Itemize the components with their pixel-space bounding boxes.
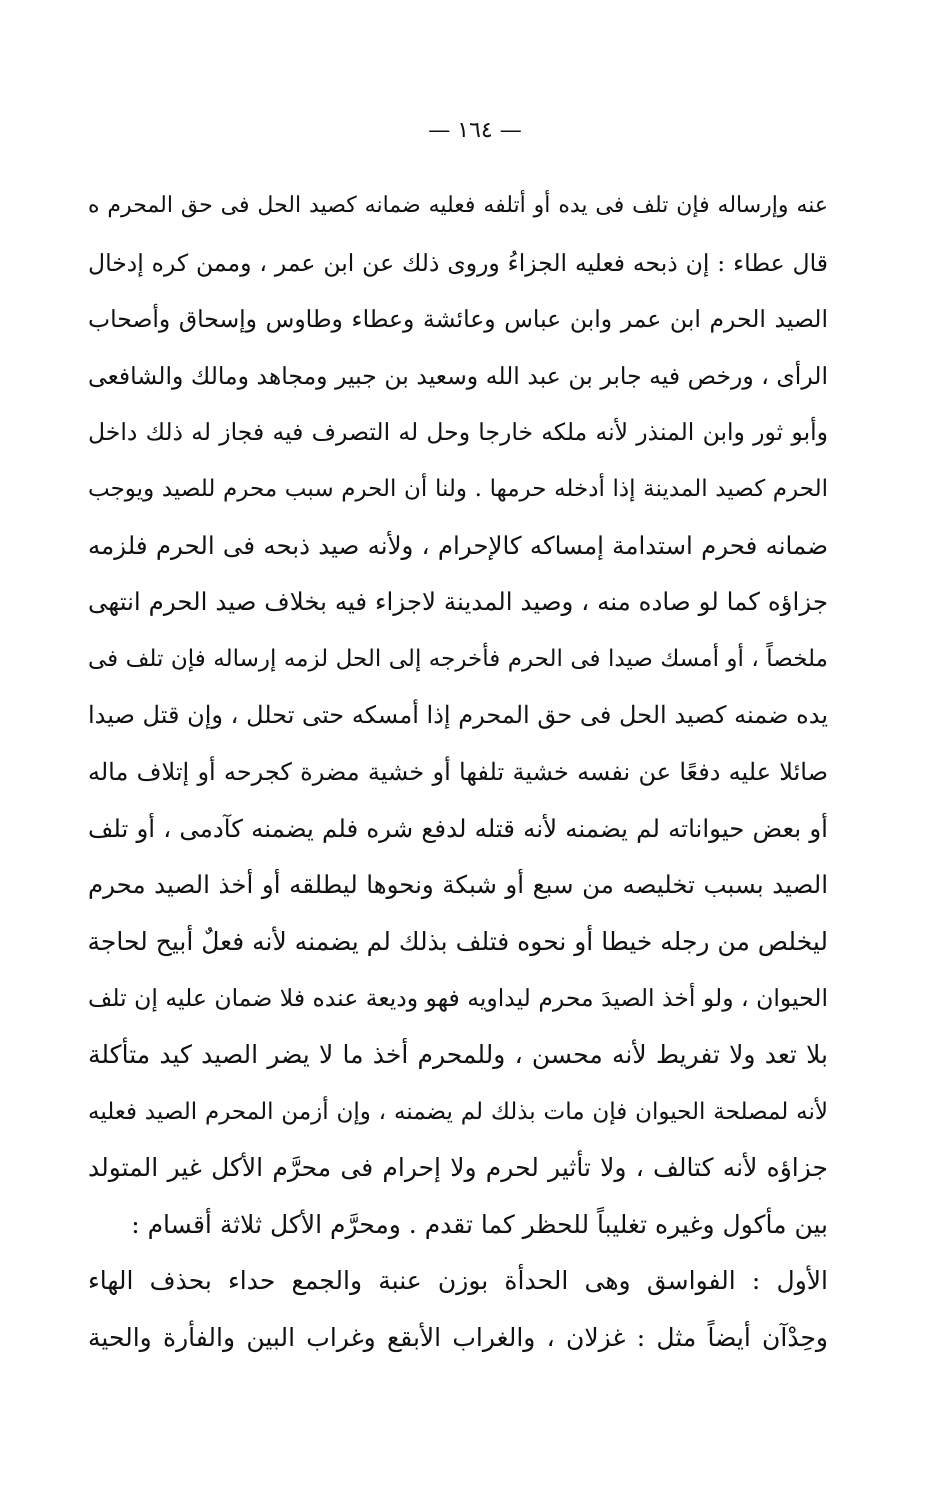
text-line: بلا تعد ولا تفريط لأنه محسن ، وللمحرم أخذ ما لا يضر الصيد كيد متأكلة <box>88 1039 828 1069</box>
text-line: وحِدْآن أيضاً مثل : غزلان ، والغراب الأبقع وغراب البين والفأرة والحية <box>88 1322 828 1352</box>
body-text <box>88 178 828 1366</box>
text-line: الرأى ، ورخص فيه جابر بن عبد الله وسعيد بن جبير ومجاهد ومالك والشافعى <box>88 361 828 390</box>
text-line: وأبو ثور وابن المنذر لأنه ملكه خارجا وحل له التصرف فيه فجاز له ذلك داخل <box>88 418 828 447</box>
text-line: ليخلص من رجله خيطا أو نحوه فتلف بذلك لم يضمنه لأنه فعلٌ أبيح لحاجة <box>88 926 828 956</box>
text-line: جزاؤه كما لو صاده منه ، وصيد المدينة لاجزاء فيه بخلاف صيد الحرم انتهى <box>88 587 828 617</box>
text-line: ملخصاً ، أو أمسك صيدا فى الحرم فأخرجه إلى الحل لزمه إرساله فإن تلف فى <box>88 645 828 672</box>
text-line: لأنه لمصلحة الحيوان فإن مات بذلك لم يضمنه ، وإن أزمن المحرم الصيد فعليه <box>88 1098 828 1125</box>
text-line: يده ضمنه كصيد الحل فى حق المحرم إذا أمسكه حتى تحلل ، وإن قتل صيدا <box>88 701 828 730</box>
text-line: أو بعض حيواناته لم يضمنه لأنه قتله لدفع شره فلم يضمنه كآدمى ، أو تلف <box>88 813 828 843</box>
text-line: جزاؤه لأنه كتالف ، ولا تأثير لحرم ولا إحرام فى محرَّم الأكل غير المتولد <box>88 1153 828 1183</box>
text-line: قال عطاء : إن ذبحه فعليه الجزاءُ وروى ذلك عن ابن عمر ، وممن كره إدخال <box>88 248 828 277</box>
text-line: عنه وإرساله فإن تلف فى يده أو أتلفه فعليه ضمانه كصيد الحل فى حق المحرم ه <box>88 193 828 218</box>
text-line: بين مأكول وغيره تغليباً للحظر كما تقدم . ومحرَّم الأكل ثلاثة أقسام : <box>131 1209 828 1239</box>
text-line: الحرم كصيد المدينة إذا أدخله حرمها . ولنا أن الحرم سبب محرم للصيد ويوجب <box>88 475 828 502</box>
text-line: الصيد الحرم ابن عمر وابن عباس وعائشة وعطاء وطاوس وإسحاق وأصحاب <box>88 305 828 334</box>
page-number: — ١٦٤ — <box>428 118 522 143</box>
text-line: الأول : الفواسق وهى الحدأة بوزن عنبة والجمع حداء بحذف الهاء <box>88 1266 828 1296</box>
text-line: الصيد بسبب تخليصه من سبع أو شبكة ونحوها ليطلقه أو أخذ الصيد محرم <box>88 870 828 900</box>
text-line: الحيوان ، ولو أخذ الصيدَ محرم ليداويه فهو وديعة عنده فلا ضمان عليه إن تلف <box>88 984 828 1013</box>
text-line: صائلا عليه دفعًا عن نفسه خشية تلفها أو خشية مضرة كجرحه أو إتلاف ماله <box>88 757 828 786</box>
text-line: ضمانه فحرم استدامة إمساكه كالإحرام ، ولأنه صيد ذبحه فى الحرم فلزمه <box>88 530 828 560</box>
